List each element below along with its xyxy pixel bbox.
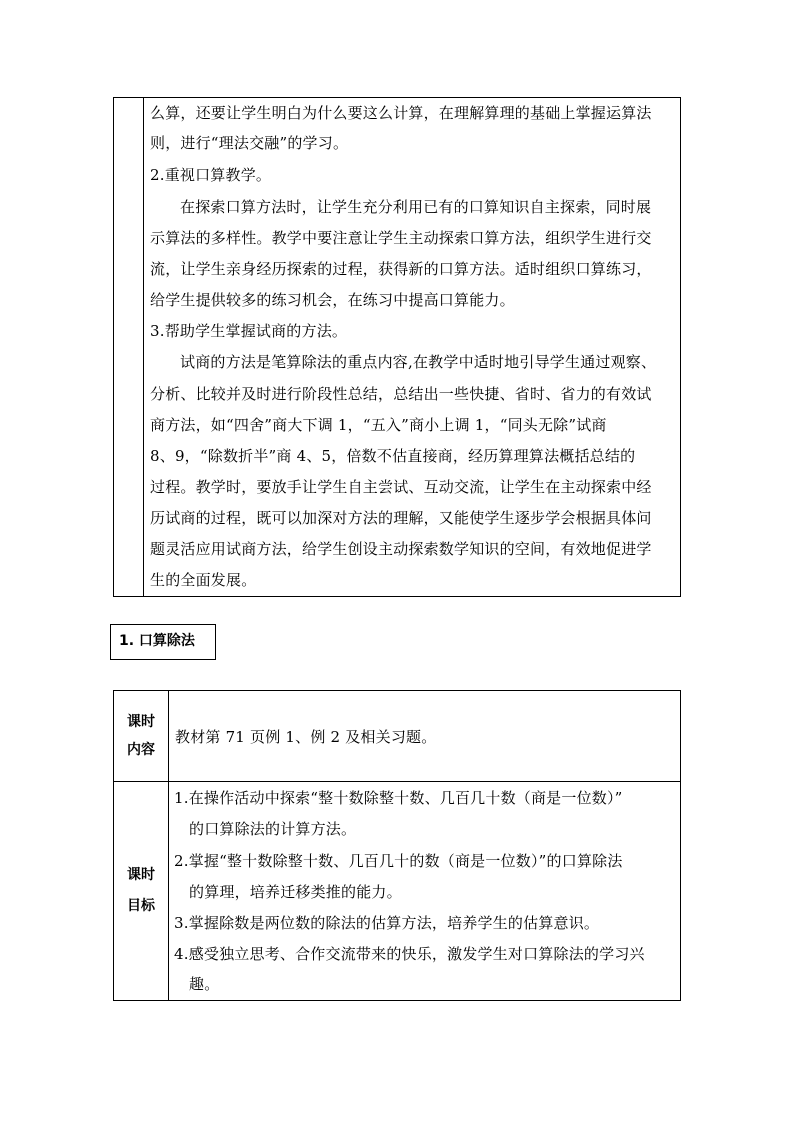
- top-table-column-divider: [143, 97, 144, 597]
- goals-label-top: 课时: [127, 867, 155, 883]
- goal-3: 3.掌握除数是两位数的除法的估算方法，培养学生的估算意识。: [174, 914, 600, 932]
- goal-1-line-2: 的口算除法的计算方法。: [189, 820, 357, 838]
- lesson-table-column-divider: [168, 690, 169, 1001]
- body-line-12: 8、9，“除数折半”商 4、5，倍数不估直接商，经历算理算法概括总结的: [150, 447, 636, 465]
- goals-label-bottom: 目标: [127, 898, 155, 914]
- body-line-1: 么算，还要让学生明白为什么要这么计算，在理解算理的基础上掌握运算法: [150, 104, 652, 122]
- point-2-heading: 2.重视口算教学。: [150, 166, 272, 184]
- body-line-4: 在探索口算方法时，让学生充分利用已有的口算知识自主探索，同时展: [180, 198, 652, 216]
- content-label-top: 课时: [127, 714, 155, 730]
- content-text: 教材第 71 页例 1、例 2 及相关习题。: [175, 728, 437, 746]
- content-label-bottom: 内容: [127, 742, 155, 758]
- body-line-6: 流，让学生亲身经历探索的过程，获得新的口算方法。适时组织口算练习，: [150, 260, 652, 278]
- body-line-5: 示算法的多样性。教学中要注意让学生主动探索口算方法，组织学生进行交: [150, 229, 652, 247]
- body-line-13: 过程。教学时，要放手让学生自主尝试、互动交流，让学生在主动探索中经: [150, 478, 652, 496]
- lesson-table-row-divider: [113, 781, 681, 782]
- body-line-11: 商方法，如“四舍”商大下调 1，“五入”商小上调 1，“同头无除”试商: [150, 416, 607, 434]
- goal-4-line-2: 趣。: [189, 975, 220, 993]
- body-line-2: 则，进行“理法交融”的学习。: [150, 134, 349, 152]
- goal-4-line-1: 4.感受独立思考、合作交流带来的快乐，激发学生对口算除法的学习兴: [174, 945, 645, 963]
- goal-2-line-1: 2.掌握“整十数除整十数、几百几十的数（商是一位数）”的口算除法: [174, 852, 623, 870]
- body-line-16: 生的全面发展。: [150, 571, 257, 589]
- body-line-7: 给学生提供较多的练习机会，在练习中提高口算能力。: [150, 291, 515, 309]
- section-heading: 1. 口算除法: [110, 624, 216, 660]
- point-3-heading: 3.帮助学生掌握试商的方法。: [150, 322, 348, 340]
- goal-1-line-1: 1.在操作活动中探索“整十数除整十数、几百几十数（商是一位数）”: [174, 789, 623, 807]
- body-line-15: 题灵活应用试商方法，给学生创设主动探索数学知识的空间，有效地促进学: [150, 540, 652, 558]
- goal-2-line-2: 的算理，培养迁移类推的能力。: [189, 883, 402, 901]
- body-line-9: 试商的方法是笔算除法的重点内容,在教学中适时地引导学生通过观察、: [180, 353, 657, 371]
- body-line-10: 分析、比较并及时进行阶段性总结，总结出一些快捷、省时、省力的有效试: [150, 385, 652, 403]
- body-line-14: 历试商的过程，既可以加深对方法的理解，又能使学生逐步学会根据具体问: [150, 509, 652, 527]
